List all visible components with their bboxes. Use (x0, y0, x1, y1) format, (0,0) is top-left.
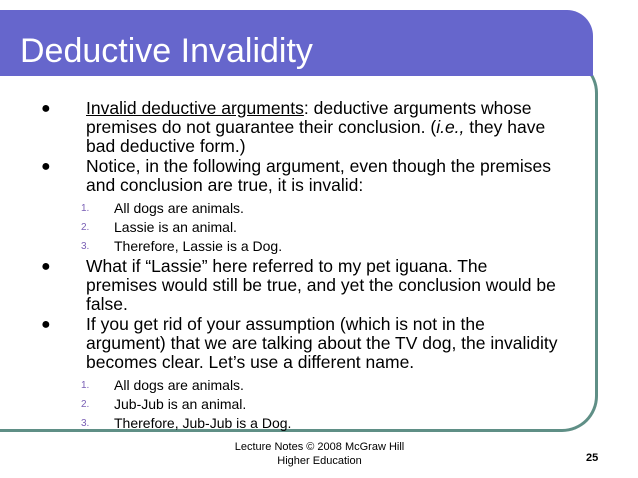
numbered-list (0, 199, 598, 255)
bullet-item (0, 257, 598, 314)
list-item (0, 414, 598, 432)
list-item-text: Lassie is an animal. (114, 219, 237, 235)
list-item-text: Therefore, Jub-Jub is a Dog. (114, 415, 292, 431)
bullet-text: : deductive arguments whose premises do not guarantee their conclusion. ( (86, 98, 532, 137)
bullet-text: What if “Lassie” here referred to my pet iguana. The premises would still be true, and yet the conclusion would be false. (86, 256, 556, 314)
bullet-dot-icon: ● (41, 258, 51, 275)
bullet-text: they have bad deductive form.) (86, 117, 546, 156)
bullet-dot-icon: ● (41, 100, 51, 117)
list-number: 3. (81, 241, 90, 252)
bullet-item (0, 157, 598, 195)
bullet-text: If you get rid of your assumption (which is not in the argument) that we are talking about the TV dog, the invalidity becomes clear. Let’s use a different name. (86, 314, 558, 372)
list-number: 1. (81, 380, 90, 391)
term-invalid-deductive-arguments: Invalid deductive arguments (86, 98, 304, 118)
footer-line: Higher Education (277, 455, 362, 467)
list-item-text: Jub-Jub is an animal. (114, 396, 247, 412)
footer-line: Lecture Notes © 2008 McGraw Hill (234, 441, 405, 453)
list-item-text: Therefore, Lassie is a Dog. (114, 238, 283, 254)
slide-title: Deductive Invalidity (20, 32, 313, 70)
bullet-dot-icon: ● (41, 158, 51, 175)
page-number: 25 (586, 452, 599, 464)
list-number: 3. (81, 418, 90, 429)
bullet-emphasis: i.e., (436, 117, 465, 137)
list-item (0, 199, 598, 217)
list-number: 2. (81, 399, 90, 410)
bullet-item (0, 315, 598, 372)
list-item (0, 395, 598, 413)
list-item (0, 218, 598, 236)
bullet-dot-icon: ● (41, 316, 51, 333)
bullet-item (0, 99, 598, 156)
list-item (0, 376, 598, 394)
numbered-list (0, 376, 598, 432)
list-item (0, 237, 598, 255)
list-item-text: All dogs are animals. (114, 200, 244, 216)
list-number: 1. (81, 203, 90, 214)
slide-content (0, 99, 598, 434)
footer-credit (232, 440, 407, 468)
list-item-text: All dogs are animals. (114, 377, 244, 393)
list-number: 2. (81, 222, 90, 233)
bullet-text: Notice, in the following argument, even though the premises and conclusion are true, it is invalid: (86, 156, 551, 195)
